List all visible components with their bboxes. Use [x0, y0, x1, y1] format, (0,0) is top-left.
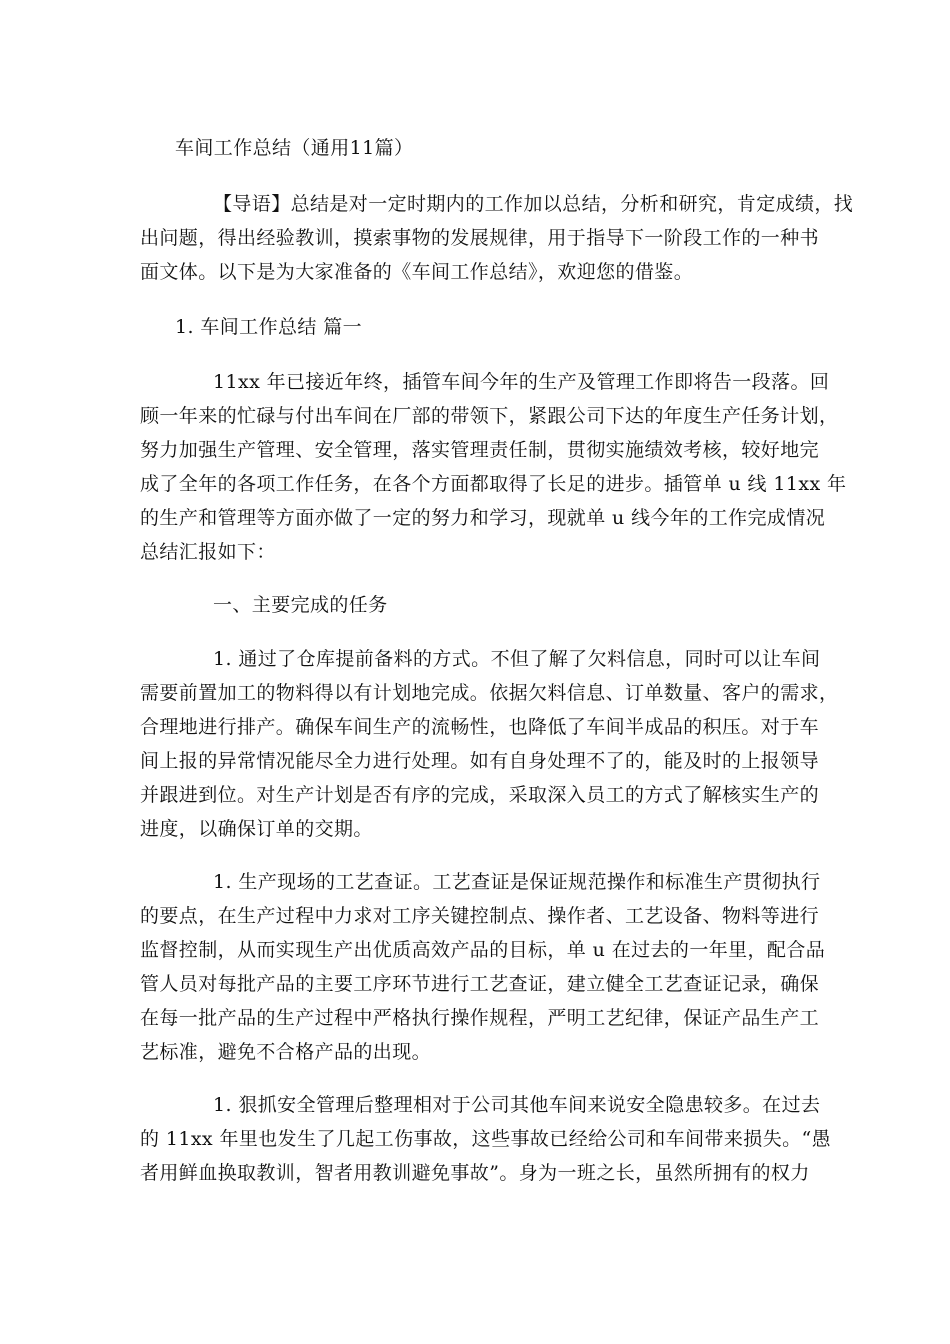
item2-line-4: 管人员对每批产品的主要工序环节进行工艺查证，建立健全工艺查证记录，确保 [140, 973, 820, 995]
item2-line-3: 监督控制，从而实现生产出优质高效产品的目标，单 u 在过去的一年里，配合品 [140, 939, 826, 961]
item2-line-2: 的要点，在生产过程中力求对工序关键控制点、操作者、工艺设备、物料等进行 [140, 905, 820, 927]
item1-line-1: 1. 通过了仓库提前备料的方式。不但了解了欠料信息，同时可以让车间 [213, 648, 821, 670]
item1-line-5: 并跟进到位。对生产计划是否有序的完成，采取深入员工的方式了解核实生产的 [140, 784, 820, 806]
intro-line-2: 出问题，得出经验教训，摸索事物的发展规律，用于指导下一阶段工作的一种书 [140, 227, 820, 249]
item1-line-6: 进度，以确保订单的交期。 [140, 818, 373, 840]
item2-line-6: 艺标准，避免不合格产品的出现。 [140, 1041, 432, 1063]
item1-line-3: 合理地进行排产。确保车间生产的流畅性，也降低了车间半成品的积压。对于车 [140, 716, 820, 738]
item1-line-2: 需要前置加工的物料得以有计划地完成。依据欠料信息、订单数量、客户的需求， [140, 682, 839, 704]
paragraph1-line-2: 顾一年来的忙碌与付出车间在厂部的带领下，紧跟公司下达的年度生产任务计划， [140, 405, 839, 427]
item3-line-3: 者用鲜血换取教训，智者用教训避免事故”。身为一班之长，虽然所拥有的权力 [140, 1162, 810, 1184]
paragraph1-line-4: 成了全年的各项工作任务，在各个方面都取得了长足的进步。插管单 u 线 11xx 年 [140, 473, 847, 495]
intro-line-1: 【导语】总结是对一定时期内的工作加以总结，分析和研究，肯定成绩，找 [213, 193, 854, 215]
item2-line-1: 1. 生产现场的工艺查证。工艺查证是保证规范操作和标准生产贯彻执行 [213, 871, 821, 893]
item2-line-5: 在每一批产品的生产过程中严格执行操作规程，严明工艺纪律，保证产品生产工 [140, 1007, 820, 1029]
paragraph1-line-1: 11xx 年已接近年终，插管车间今年的生产及管理工作即将告一段落。回 [213, 371, 830, 393]
paragraph1-line-3: 努力加强生产管理、安全管理，落实管理责任制，贯彻实施绩效考核，较好地完 [140, 439, 820, 461]
item3-line-2: 的 11xx 年里也发生了几起工伤事故，这些事故已经给公司和车间带来损失。“愚 [140, 1128, 832, 1150]
intro-line-3: 面文体。以下是为大家准备的《车间工作总结》，欢迎您的借鉴。 [140, 261, 694, 283]
document-title: 车间工作总结（通用11篇） [175, 137, 414, 159]
section-heading: 1. 车间工作总结 篇一 [175, 316, 363, 338]
item3-line-1: 1. 狠抓安全管理后整理相对于公司其他车间来说安全隐患较多。在过去 [213, 1094, 821, 1116]
paragraph1-line-5: 的生产和管理等方面亦做了一定的努力和学习，现就单 u 线今年的工作完成情况 [140, 507, 826, 529]
item1-line-4: 间上报的异常情况能尽全力进行处理。如有自身处理不了的，能及时的上报领导 [140, 750, 820, 772]
paragraph1-line-6: 总结汇报如下： [140, 541, 276, 563]
subheading: 一、主要完成的任务 [213, 594, 388, 616]
